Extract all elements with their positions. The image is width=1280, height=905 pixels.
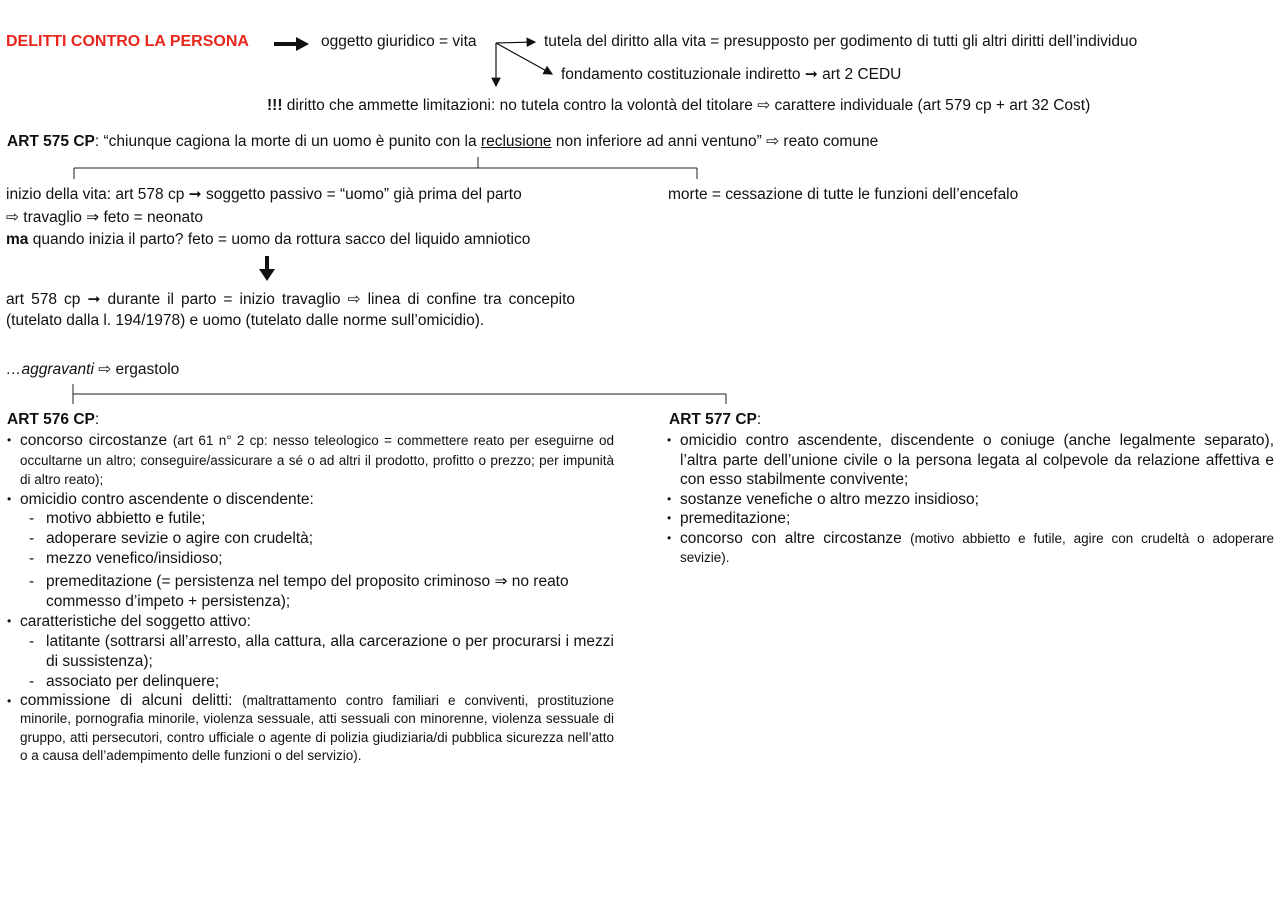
ergastolo-text: ⇨ ergastolo [93, 361, 180, 378]
limitations-line [267, 96, 1090, 116]
art-577-list [666, 431, 1274, 568]
art-576-heading [7, 410, 99, 430]
art-576-colon: : [94, 411, 100, 428]
reclusione-term: reclusione [480, 133, 552, 150]
art-577-label: ART 577 CP [669, 411, 757, 428]
limitations-text: diritto che ammette limitazioni: no tutela contro la volontà del titolare ⇨ carattere individuale (art 579 cp + art 32 Cost) [282, 97, 1091, 114]
sub-item: - mezzo venefico/insidioso; [46, 549, 614, 569]
art-575-text-end: non inferiore ad anni ventuno” ⇨ reato comune [551, 133, 879, 150]
art-575-text-start: : “chiunque cagiona la morte di un uomo è punito con la [94, 133, 481, 150]
list-item [666, 509, 1274, 529]
item-text: premeditazione; [680, 510, 791, 527]
list-item [6, 612, 614, 692]
art-578-paragraph: art 578 cp ➞ durante il parto = inizio travaglio ⇨ linea di confine tra concepito (tutelato dalla l. 194/1978) e uomo (tutelato dalle norme sull’omicidio). [6, 291, 575, 329]
branch-protection-text: tutela del diritto alla vita = presupposto per godimento di tutti gli altri diritti dell’individuo [544, 33, 1138, 50]
birth-question-line [6, 230, 530, 250]
item-text: omicidio contro ascendente o discendente: [20, 490, 314, 508]
life-start-line: inizio della vita: art 578 cp ➞ soggetto passivo = “uomo” già prima del parto [6, 186, 522, 203]
birth-question-text: quando inizia il parto? feto = uomo da rottura sacco del liquido amniotico [28, 231, 531, 248]
sub-item: - premeditazione (= persistenza nel tempo del proposito criminoso ⇒ no reato commesso d’impeto + persistenza); [46, 572, 614, 612]
list-item [666, 490, 1274, 510]
list-item [666, 431, 1274, 490]
art-576-label: ART 576 CP [7, 411, 95, 428]
item-text: concorso circostanze [20, 432, 173, 449]
bracket-575 [74, 157, 697, 179]
art-575-label: ART 575 CP [7, 133, 95, 150]
sub-item: - associato per delinquere; [46, 672, 614, 692]
list-item [6, 490, 614, 613]
page-title: DELITTI CONTRO LA PERSONA [6, 33, 249, 50]
aggravanti-label: …aggravanti [6, 361, 94, 378]
item-text: sostanze venefiche o altro mezzo insidioso; [680, 490, 979, 508]
warning-mark: !!! [267, 97, 283, 114]
art-577-heading [669, 410, 761, 430]
list-item [666, 529, 1274, 568]
main-arrow-icon [274, 37, 309, 51]
branch-constitutional-text: fondamento costituzionale indiretto ➞ art 2 CEDU [561, 66, 902, 83]
art-575-line [7, 132, 878, 152]
labour-line: ⇨ travaglio ⇒ feto = neonato [6, 209, 204, 226]
item-text: caratteristiche del soggetto attivo: [20, 613, 251, 630]
art-576-list [6, 431, 614, 766]
sub-item: - latitante (sottrarsi all’arresto, alla cattura, alla carcerazione o per procurarsi i mezzi di sussistenza); [46, 632, 614, 672]
legal-object-label: oggetto giuridico = vita [321, 33, 477, 50]
down-arrow-icon [259, 256, 275, 281]
item-detail: (maltrattamento contro familiari e conviventi, prostituzione minorile, pornografia minorile, violenza sessuale, atti sessuali con minorenne, violenza sessuale di gruppo, atti persecutori, contro ufficiale o agente di polizia giudiziaria/di pubblica sicurezza nell’atto o a causa dell’adempimento delle funzioni o del servizio). [20, 692, 614, 763]
sub-item: - motivo abbietto e futile; [46, 509, 614, 529]
list-item [6, 431, 614, 490]
bracket-aggravanti [73, 384, 726, 404]
sub-item: - adoperare sevizie o agire con crudeltà; [46, 529, 614, 549]
item-text: omicidio contro ascendente, discendente o coniuge (anche legalmente separato), l’altra parte dell’unione civile o la persona legata al colpevole da relazione affettiva e con esso stabilmente convivente; [680, 432, 1274, 488]
item-detail: (art 61 n° 2 cp: nesso teleologico = commettere reato per eseguirne od occultarne un altro; conseguire/assicurare a sé o ad altri il prodotto, profitto o prezzo; per impunità di altro reato); [20, 433, 615, 487]
item-text: commissione di alcuni delitti: [20, 691, 243, 709]
item-text: concorso con altre circostanze [680, 529, 911, 547]
aggravanti-line [6, 360, 179, 380]
art-577-colon: : [756, 411, 762, 428]
list-item [6, 692, 614, 766]
item-detail: (motivo abbietto e futile, agire con crudeltà o adoperare sevizie). [680, 530, 1274, 565]
death-definition: morte = cessazione di tutte le funzioni dell’encefalo [668, 186, 1019, 203]
ma-word: ma [6, 231, 29, 248]
